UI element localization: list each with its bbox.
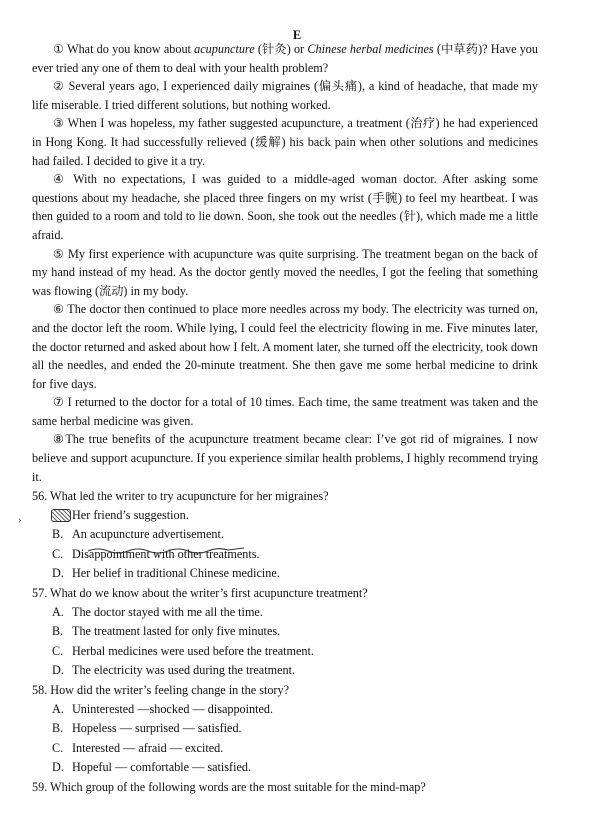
option-label: C. [52, 740, 64, 755]
section-letter: E [292, 28, 302, 42]
option-b[interactable] [52, 525, 552, 545]
option-d[interactable] [52, 564, 552, 584]
question-59 [32, 778, 552, 797]
term-acupuncture: acupuncture [194, 42, 255, 56]
option-text: Hopeless — surprised — satisfied. [72, 721, 242, 736]
handwritten-answer-mark [51, 509, 71, 522]
paragraph-4: ④ With no expectations, I was guided to a middle-aged woman doctor. After asking some questions about my headache, she placed three fingers on my wrist (手腕) to feel my heartbeat. I was then guided to a room and told to lie down. Soon, she took out the needles (针), which made me a little afraid. [32, 172, 538, 242]
option-a[interactable] [52, 700, 552, 720]
option-label: A. [52, 701, 64, 716]
paragraph-number: ⑤ [53, 246, 65, 261]
paragraph-5: ⑤ My first experience with acupuncture was quite surprising. The treatment began on the back of my hand instead of my head. As the doctor gently moved the needles, I got the feeling that something was flowing (流动) in my body. [32, 246, 538, 298]
handwritten-underline [86, 545, 246, 555]
option-label: B. [52, 624, 64, 639]
option-text: The doctor stayed with me all the time. [72, 604, 263, 619]
option-c[interactable] [52, 642, 552, 662]
paragraph-2: ② Several years ago, I experienced daily migraines (偏头痛), a kind of headache, that made my life miserable. I tried different solutions, but nothing worked. [32, 79, 539, 112]
option-text: Disappointment with other treatments. [72, 546, 260, 561]
option-label: B. [52, 721, 64, 736]
option-label: B. [52, 527, 64, 542]
option-label: D. [52, 760, 64, 775]
option-text: An acupuncture advertisement. [72, 527, 224, 542]
option-a[interactable] [52, 603, 552, 623]
paragraph-number: ① [53, 42, 65, 56]
option-label: C. [52, 546, 64, 561]
option-b[interactable] [52, 622, 552, 642]
option-b[interactable] [52, 719, 552, 739]
question-stem: 59. Which group of the following words are the most suitable for the mind-map? [32, 779, 426, 794]
option-text: Interested — afraid — excited. [72, 740, 224, 755]
paragraph-8: ⑧The true benefits of the acupuncture treatment became clear: I’ve got rid of migraines. I now believe and support acupuncture. If you experience similar health problems, I highly recommend trying it. [32, 432, 538, 484]
option-d[interactable] [52, 661, 552, 681]
question-stem: 56. What led the writer to try acupuncture for her migraines? [32, 489, 329, 503]
paragraph-number: ⑦ [53, 395, 65, 410]
option-label [52, 506, 72, 526]
reading-passage [32, 40, 538, 486]
paragraph-7: ⑦ I returned to the doctor for a total of 10 times. Each time, the same treatment was taken and the same herbal medicine was given. [32, 395, 538, 428]
option-label: D. [52, 566, 64, 581]
option-a[interactable] [52, 506, 552, 526]
question-list [32, 487, 552, 797]
paragraph-number: ⑧ [53, 432, 66, 447]
question-58 [32, 681, 552, 778]
paragraph-1: ① What do you know about acupuncture (针灸) or Chinese herbal medicines (中草药)? Have you ever tried any one of them to deal with your health problem? [32, 42, 538, 75]
option-label: A. [52, 604, 64, 619]
question-stem: 57. What do we know about the writer’s first acupuncture treatment? [32, 585, 368, 600]
option-label: C. [52, 643, 64, 658]
paragraph-number: ⑥ [53, 302, 65, 317]
term-herbal-medicines: Chinese herbal medicines [307, 42, 434, 56]
paragraph-number: ② [53, 79, 65, 94]
question-stem: 58. How did the writer’s feeling change in the story? [32, 682, 289, 697]
option-text: The treatment lasted for only five minutes. [72, 624, 281, 639]
question-56 [32, 487, 552, 584]
option-text: Hopeful — comfortable — satisfied. [72, 760, 252, 775]
paragraph-3: ③ When I was hopeless, my father suggested acupuncture, a treatment (治疗) he had experienced in Hong Kong. It had successfully relieved (缓解) his back pain when other solutions and medicines had failed. I decided to give it a try. [32, 116, 538, 168]
option-text: Herbal medicines were used before the treatment. [72, 643, 314, 658]
option-text: Her belief in traditional Chinese medicine. [72, 566, 280, 581]
option-text: Her friend’s suggestion. [72, 507, 189, 522]
pencil-mark: › [18, 514, 22, 526]
paragraph-6: ⑥ The doctor then continued to place more needles across my body. The electricity was turned on, and the doctor left the room. While lying, I could feel the electricity flowing in me. Five minutes later, the doctor returned and asked about how I felt. A moment later, she turned off the electricity, took down all the needles, and ended the 20-minute treatment. She then gave me some herbal medicine to drink for five days. [32, 302, 538, 391]
question-57 [32, 584, 552, 681]
option-d[interactable] [52, 758, 552, 778]
option-text: The electricity was used during the treatment. [72, 663, 296, 678]
option-label: D. [52, 663, 64, 678]
option-c[interactable] [52, 739, 552, 759]
paragraph-number: ④ [53, 172, 68, 187]
option-text: Uninterested —shocked — disappointed. [72, 701, 274, 716]
paragraph-number: ③ [53, 116, 65, 131]
